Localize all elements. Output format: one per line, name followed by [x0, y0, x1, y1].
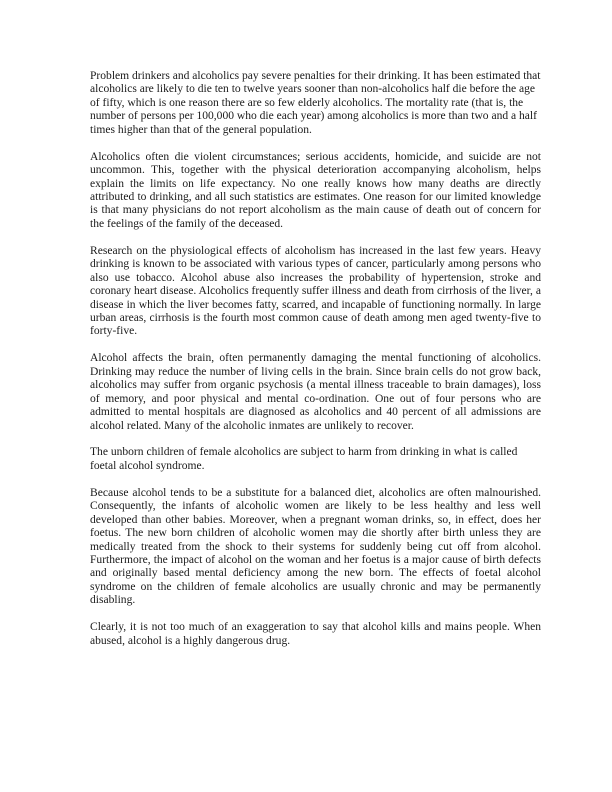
paragraph-conclusion: Clearly, it is not too much of an exaggeration to say that alcohol kills and mains people. When abused, alcohol is a highly dangerous drug.: [90, 621, 541, 647]
paragraph-physiological-effects: Research on the physiological effects of alcoholism has increased in the last few years. Heavy drinking is known to be associated with various types of cancer, particularly among persons who also use tobacco. Alcohol abuse also increases the probability of hypertension, stroke and coronary heart disease. Alcoholics frequently suffer illness and death from cirrhosis of the liver, a disease in which the liver becomes fatty, scarred, and incapable of functioning normally. In large urban areas, cirrhosis is the fourth most common cause of death among men aged twenty-five to forty-five.: [90, 244, 541, 338]
paragraph-brain-effects: Alcohol affects the brain, often permanently damaging the mental functioning of alcoholics. Drinking may reduce the number of living cells in the brain. Since brain cells do not grow back, alcoholics may suffer from organic psychosis (a mental illness traceable to brain damages), loss of memory, and poor physical and mental co-ordination. One out of four persons who are admitted to mental hospitals are diagnosed as alcoholics and 40 percent of all admissions are alcohol related. Many of the alcoholic inmates are unlikely to recover.: [90, 352, 541, 432]
document-page: [90, 70, 541, 662]
paragraph-mortality: Problem drinkers and alcoholics pay severe penalties for their drinking. It has been estimated that alcoholics are likely to die ten to twelve years sooner than non-alcoholics half die before the age of fifty, which is one reason there are so few elderly alcoholics. The mortality rate (that is, the number of persons per 100,000 who die each year) among alcoholics is more than two and a half times higher than that of the general population.: [90, 70, 541, 136]
paragraph-foetal-syndrome-intro: The unborn children of female alcoholics are subject to harm from drinking in what is called foetal alcohol syndrome.: [90, 446, 518, 472]
paragraph-foetal-effects: Because alcohol tends to be a substitute for a balanced diet, alcoholics are often malnourished. Consequently, the infants of alcoholic women are likely to be less healthy and less well developed than other babies. Moreover, when a pregnant woman drinks, so, in effect, does her foetus. The new born children of alcoholic women may die shortly after birth unless they are medically treated from the shock to their systems for suddenly being cut off from alcohol. Furthermore, the impact of alcohol on the woman and her foetus is a major cause of birth defects and originally based mental deficiency among the new born. The effects of foetal alcohol syndrome on the children of female alcoholics are usually chronic and may be permanently disabling.: [90, 486, 541, 607]
paragraph-violent-deaths: Alcoholics often die violent circumstances; serious accidents, homicide, and suicide are not uncommon. This, together with the physical deterioration accompanying alcoholism, helps explain the limits on life expectancy. No one really knows how many deaths are directly attributed to drinking, and all such statistics are estimates. One reason for our limited knowledge is that many physicians do not report alcoholism as the main cause of death out of concern for the feelings of the family of the deceased.: [90, 150, 541, 230]
